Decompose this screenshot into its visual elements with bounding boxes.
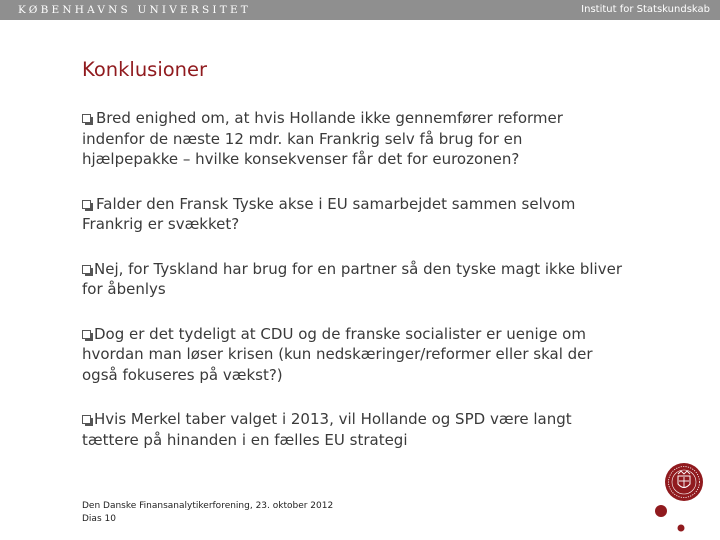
bullet-item	[82, 409, 622, 450]
bullet-text: Dog er det tydeligt at CDU og de franske socialister er uenige om hvordan man løser krisen (kun nedskæringer/reformer eller skal der også fokuseres på vækst?)	[82, 324, 593, 384]
bullet-list	[82, 108, 622, 450]
header-bar	[0, 0, 720, 20]
bullet-text: Bred enighed om, at hvis Hollande ikke gennemfører reformer indenfor de næste 12 mdr. kan Frankrig selv få brug for en hjælpepakke – hvilke konsekvenser får det for eurozonen?	[82, 109, 563, 168]
bullet-text: Falder den Fransk Tyske akse i EU samarbejdet sammen selvom Frankrig er svækket?	[82, 194, 576, 233]
checkbox-bullet-icon	[82, 114, 91, 123]
bullet-item	[82, 324, 622, 386]
slide-number: Dias 10	[82, 514, 116, 524]
institute-name: Institut for Statskundskab	[581, 4, 710, 15]
university-seal-icon	[648, 460, 712, 534]
checkbox-bullet-icon	[82, 415, 91, 424]
bullet-item	[82, 108, 622, 170]
checkbox-bullet-icon	[82, 330, 91, 339]
slide-title: Konklusioner	[82, 58, 208, 81]
footer-event: Den Danske Finansanalytikerforening, 23. oktober 2012	[82, 501, 334, 511]
slide-footer	[82, 500, 333, 526]
bullet-text: Nej, for Tyskland har brug for en partner så den tyske magt ikke bliver for åbenlys	[82, 259, 622, 298]
checkbox-bullet-icon	[82, 265, 91, 274]
bullet-item	[82, 194, 622, 235]
bullet-item	[82, 259, 622, 300]
checkbox-bullet-icon	[82, 200, 91, 209]
bullet-text: Hvis Merkel taber valget i 2013, vil Hollande og SPD være langt tættere på hinanden i en fælles EU strategi	[82, 410, 572, 449]
university-name: KØBENHAVNS UNIVERSITET	[18, 4, 252, 16]
